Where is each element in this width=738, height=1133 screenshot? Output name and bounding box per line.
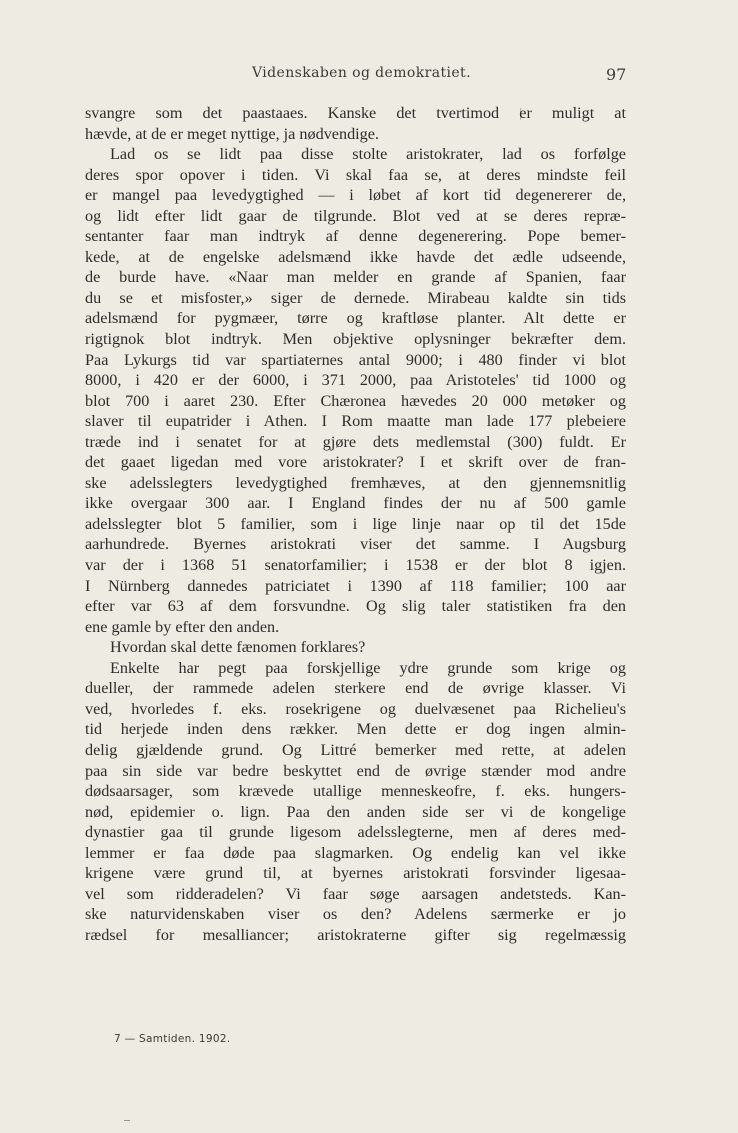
text-line: paa sin side var bedre beskyttet end de øvrige stænder mod andre (85, 761, 626, 780)
text-line: Enkelte har pegt paa forskjellige ydre grunde som krige og (110, 658, 626, 677)
text-line: de burde have. «Naar man melder en grande af Spanien, faar (85, 268, 626, 287)
text-line: Lad os se lidt paa disse stolte aristokrater, lad os forfølge (110, 145, 626, 164)
text-line: adelsmænd for pygmæer, tørre og kraftløse planter. Alt dette er (85, 309, 626, 328)
text-line: ene gamle by efter den anden. (85, 617, 280, 636)
text-line: delig gjældende grund. Og Littré bemerker med rette, at adelen (85, 740, 626, 759)
text-line: dynastier gaa til grunde ligesom adelsslegterne, men af deres med- (85, 823, 626, 842)
text-line: svangre som det paastaaes. Kanske det tvertimod er muligt at (85, 104, 626, 122)
page-header (0, 63, 738, 87)
text-line: kede, at de engelske adelsmænd ikke havde det ædle udseende, (85, 247, 626, 266)
text-line: Hvordan skal dette fænomen forklares? (110, 638, 366, 657)
text-line: I Nürnberg dannedes patriciatet i 1390 af 118 familier; 100 aar (85, 576, 626, 595)
text-line: krigene være grund til, at byernes aristokrati forsvinder ligesaa- (85, 864, 626, 883)
text-line: blot 700 i aaret 230. Efter Chæronea hævedes 20 000 metøker og (85, 391, 626, 410)
running-title: Videnskaben og demokratiet. (252, 65, 471, 81)
text-line: er mangel paa levedygtighed — i løbet af kort tid degenererer de, (85, 186, 626, 205)
text-line: sentanter faar man indtryk af denne degenerering. Pope bemer- (85, 227, 626, 246)
text-line: Paa Lykurgs tid var spartiaternes antal 9000; i 480 finder vi blot (85, 350, 626, 369)
body-text (85, 103, 626, 945)
text-line: ikke overgaar 300 aar. I England findes der nu af 500 gamle (85, 494, 626, 513)
text-line: var der i 1368 51 senatorfamilier; i 1538 er der blot 8 igjen. (85, 556, 626, 575)
text-line: ved, hvorledes f. eks. rosekrigene og duelvæsenet paa Richelieu's (85, 699, 626, 718)
text-line: efter var 63 af dem forsvundne. Og slig taler statistiken fra den (85, 597, 626, 616)
text-line: hævde, at de er meget nyttige, ja nødvendige. (85, 124, 379, 143)
text-line: lemmer er faa døde paa slagmarken. Og endelig kan vel ikke (85, 843, 626, 862)
text-line: slaver til eupatrider i Athen. I Rom maatte man lade 177 plebeiere (85, 412, 626, 431)
text-line: 8000, i 420 er der 6000, i 371 2000, paa Aristoteles' tid 1000 og (85, 371, 626, 390)
printer-signature: 7 — Samtiden. 1902. (114, 1033, 231, 1045)
text-line: rædsel for mesalliancer; aristokraterne gifter sig regelmæssig (85, 925, 626, 944)
text-line: du se et misfoster,» siger de dernede. Mirabeau kaldte sin tids (85, 288, 626, 307)
text-line: rigtignok blot indtryk. Men objektive oplysninger bekræfter dem. (85, 330, 626, 349)
text-line: dueller, der rammede adelen sterkere end de øvrige klasser. Vi (85, 679, 626, 698)
page-number: 97 (606, 65, 627, 84)
text-line: nød, epidemier o. lign. Paa den anden side ser vi de kongelige (85, 802, 626, 821)
text-line: dødsaarsager, som krævede utallige menneskeofre, f. eks. hungers- (85, 782, 626, 801)
text-line: tid herjede inden dens rækker. Men dette er dog ingen almin- (85, 720, 626, 739)
text-line: træde ind i senatet for at gjøre dets medlemstal (300) fuldt. Er (85, 432, 626, 451)
text-line: og lidt efter lidt gaar de tilgrunde. Blot ved at se deres repræ- (85, 206, 626, 225)
text-line: ske adelsslegters levedygtighed fremhæves, at den gjennemsnitlig (85, 473, 626, 492)
text-line: aarhundrede. Byernes aristokrati viser det samme. I Augsburg (85, 535, 626, 554)
text-line: deres spor opover i tiden. Vi skal faa se, at deres mindste feil (85, 165, 626, 184)
text-line: det gaaet ligedan med vore aristokrater? I et skrift over de fran- (85, 453, 626, 472)
margin-mark (124, 1120, 130, 1121)
text-line: vel som ridderadelen? Vi faar søge aarsagen andetsteds. Kan- (85, 884, 626, 903)
text-line: ske naturvidenskaben viser os den? Adelens særmerke er jo (85, 905, 626, 924)
text-line: adelsslegter blot 5 familier, som i lige linje naar op til det 15de (85, 514, 626, 533)
